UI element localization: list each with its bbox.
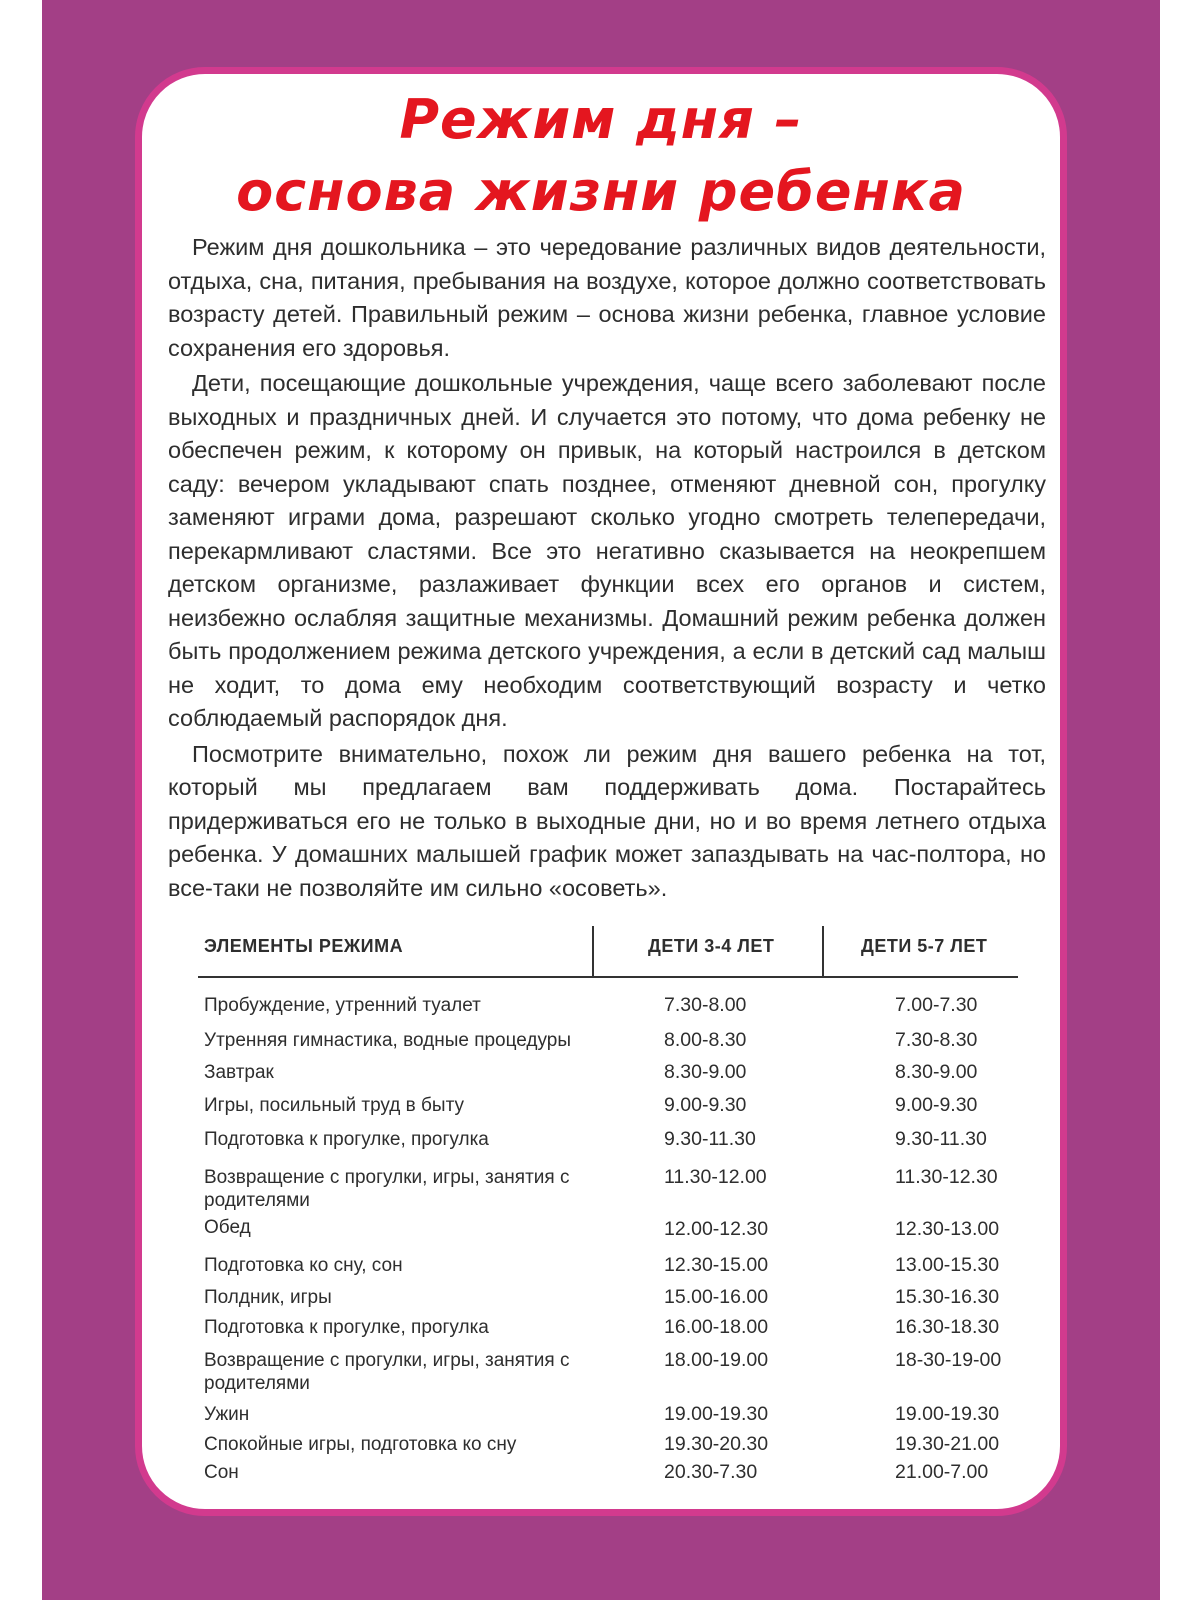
- row-time-3-4: 16.00-18.00: [664, 1316, 769, 1338]
- row-element: Подготовка к прогулке, прогулка: [204, 1317, 489, 1338]
- row-time-5-7: 13.00-15.30: [895, 1254, 1000, 1276]
- row-time-5-7: 21.00-7.00: [895, 1461, 989, 1483]
- page-background: [42, 0, 1160, 1600]
- row-element: Возвращение с прогулки, игры, занятия с родителями: [204, 1350, 570, 1394]
- header-age-3-4: ДЕТИ 3-4 ЛЕТ: [648, 936, 775, 956]
- row-time-5-7: 18-30-19-00: [895, 1349, 1002, 1371]
- row-time-3-4: 9.30-11.30: [664, 1128, 756, 1150]
- content-card: [135, 67, 1067, 1516]
- row-time-3-4: 8.00-8.30: [664, 1029, 747, 1051]
- row-time-5-7: 9.30-11.30: [895, 1128, 987, 1150]
- row-element: Ужин: [204, 1404, 250, 1425]
- title-line-2: основа жизни ребенка: [236, 160, 966, 223]
- row-time-5-7: 7.00-7.30: [895, 994, 978, 1016]
- paragraph: Посмотрите внимательно, похож ли режим дня вашего ребенка на тот, который мы предлагаем вам поддерживать дома. Постарайтесь придерживаться его не только в выходные дни, но и во время летнего отдыха ребенка. У домашних малышей график может запаздывать на час-полтора, но все-таки не позволяйте им сильно «осоветь».: [168, 740, 1046, 901]
- header-age-5-7: ДЕТИ 5-7 ЛЕТ: [861, 936, 988, 956]
- row-time-3-4: 9.00-9.30: [664, 1094, 747, 1116]
- row-element: Утренняя гимнастика, водные процедуры: [204, 1030, 572, 1051]
- row-element: Подготовка к прогулке, прогулка: [204, 1129, 489, 1150]
- header-elements: ЭЛЕМЕНТЫ РЕЖИМА: [204, 936, 404, 956]
- row-element: Пробуждение, утренний туалет: [204, 995, 481, 1016]
- row-time-5-7: 7.30-8.30: [895, 1029, 978, 1051]
- row-element: Игры, посильный труд в быту: [204, 1095, 464, 1116]
- row-element: Подготовка ко сну, сон: [204, 1255, 403, 1276]
- article-body: [168, 231, 1046, 907]
- column-divider: [592, 926, 594, 976]
- row-time-3-4: 20.30-7.30: [664, 1461, 758, 1483]
- row-time-5-7: 12.30-13.00: [895, 1218, 1000, 1240]
- row-time-3-4: 15.00-16.00: [664, 1286, 769, 1308]
- row-time-3-4: 19.00-19.30: [664, 1403, 769, 1425]
- row-element: Спокойные игры, подготовка ко сну: [204, 1434, 517, 1455]
- column-divider: [822, 926, 824, 976]
- paragraph: Режим дня дошкольника – это чередование различных видов деятельности, отдыха, сна, питания, пребывания на воздухе, которое должно соответствовать возрасту детей. Правильный режим – основа жизни ребенка, главное условие сохранения его здоровья.: [168, 234, 1046, 361]
- row-element: Возвращение с прогулки, игры, занятия с родителями: [204, 1167, 570, 1211]
- row-time-3-4: 8.30-9.00: [664, 1061, 747, 1083]
- row-element: Сон: [204, 1462, 239, 1483]
- row-time-5-7: 19.00-19.30: [895, 1403, 1000, 1425]
- row-time-5-7: 11.30-12.30: [895, 1166, 998, 1188]
- row-time-3-4: 7.30-8.00: [664, 994, 747, 1016]
- row-time-3-4: 18.00-19.00: [664, 1349, 769, 1371]
- row-time-5-7: 15.30-16.30: [895, 1286, 1000, 1308]
- row-time-3-4: 11.30-12.00: [664, 1166, 767, 1188]
- paragraph: Дети, посещающие дошкольные учреждения, чаще всего заболевают после выходных и праздничных дней. И случается это потому, что дома ребенку не обеспечен режим, к которому он привык, на который настроился в детском саду: вечером укладывают спать позднее, отменяют дневной сон, прогулку заменяют играми дома, разрешают сколько угодно смотреть телепередачи, перекармливают сластями. Все это негативно сказывается на неокрепшем детском организме, разлаживает функции всех его органов и систем, неизбежно ослабляя защитные механизмы. Домашний режим ребенка должен быть продолжением режима детского учреждения, а если в детский сад малыш не ходит, то дома ему необходим соответствующий возрасту и четко соблюдаемый распорядок дня.: [168, 370, 1046, 731]
- row-element: Завтрак: [204, 1062, 274, 1083]
- row-time-5-7: 8.30-9.00: [895, 1061, 978, 1083]
- row-time-3-4: 12.00-12.30: [664, 1218, 769, 1240]
- row-time-3-4: 12.30-15.00: [664, 1254, 769, 1276]
- schedule-header: [198, 926, 1018, 978]
- row-time-5-7: 16.30-18.30: [895, 1316, 1000, 1338]
- page-title: [142, 84, 1060, 228]
- row-time-5-7: 9.00-9.30: [895, 1094, 978, 1116]
- row-time-5-7: 19.30-21.00: [895, 1433, 1000, 1455]
- row-time-3-4: 19.30-20.30: [664, 1433, 769, 1455]
- row-element: Полдник, игры: [204, 1287, 332, 1308]
- row-element: Обед: [204, 1217, 251, 1238]
- title-line-1: Режим дня –: [399, 88, 803, 151]
